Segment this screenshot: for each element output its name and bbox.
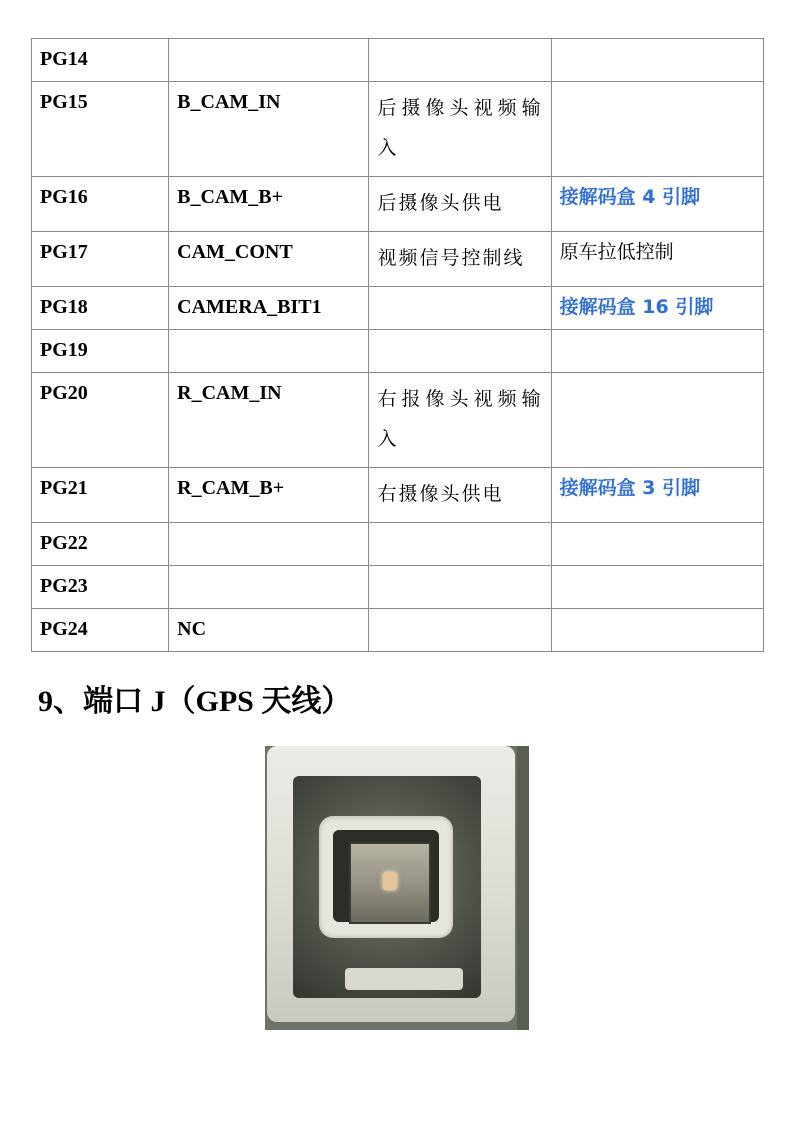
pin-cell: PG21: [32, 468, 169, 523]
description-cell: [369, 39, 551, 82]
note-cell: 接解码盒 16 引脚: [551, 287, 763, 330]
description-cell: [369, 609, 551, 652]
table-row: [32, 287, 764, 330]
description-cell: 后摄像头视频输入: [369, 82, 551, 177]
pin-cell: PG22: [32, 523, 169, 566]
signal-cell: B_CAM_IN: [169, 82, 369, 177]
signal-cell: [169, 523, 369, 566]
note-cell: [551, 330, 763, 373]
signal-cell: NC: [169, 609, 369, 652]
pin-table-body: [32, 39, 764, 652]
description-cell: [369, 523, 551, 566]
photo-background-edge: [517, 746, 529, 1030]
note-cell: 接解码盒 4 引脚: [551, 177, 763, 232]
description-cell: 右报像头视频输入: [369, 373, 551, 468]
table-row: [32, 373, 764, 468]
signal-cell: R_CAM_IN: [169, 373, 369, 468]
section-heading: 9、端口 J（GPS 天线）: [38, 685, 352, 718]
signal-cell: CAMERA_BIT1: [169, 287, 369, 330]
pin-cell: PG14: [32, 39, 169, 82]
description-cell: [369, 330, 551, 373]
signal-cell: CAM_CONT: [169, 232, 369, 287]
note-cell: [551, 39, 763, 82]
note-cell: [551, 566, 763, 609]
description-cell: [369, 287, 551, 330]
description-cell: [369, 566, 551, 609]
pin-cell: PG15: [32, 82, 169, 177]
note-cell: [551, 82, 763, 177]
pin-cell: PG19: [32, 330, 169, 373]
note-cell: [551, 523, 763, 566]
pin-cell: PG23: [32, 566, 169, 609]
signal-cell: B_CAM_B+: [169, 177, 369, 232]
table-row: [32, 330, 764, 373]
table-row: [32, 523, 764, 566]
pin-cell: PG24: [32, 609, 169, 652]
table-row: [32, 177, 764, 232]
signal-cell: [169, 566, 369, 609]
note-cell: 接解码盒 3 引脚: [551, 468, 763, 523]
table-row: [32, 609, 764, 652]
pin-cell: PG18: [32, 287, 169, 330]
signal-cell: [169, 330, 369, 373]
description-cell: 后摄像头供电: [369, 177, 551, 232]
table-row: [32, 39, 764, 82]
pin-cell: PG16: [32, 177, 169, 232]
table-row: [32, 566, 764, 609]
description-cell: 视频信号控制线: [369, 232, 551, 287]
pin-cell: PG17: [32, 232, 169, 287]
table-row: [32, 468, 764, 523]
connector-photo: [265, 746, 529, 1030]
note-cell: 原车拉低控制: [551, 232, 763, 287]
signal-cell: [169, 39, 369, 82]
table-row: [32, 82, 764, 177]
pin-table: [31, 38, 764, 652]
table-row: [32, 232, 764, 287]
connector-center-pin: [383, 872, 397, 890]
description-cell: 右摄像头供电: [369, 468, 551, 523]
signal-cell: R_CAM_B+: [169, 468, 369, 523]
note-cell: [551, 609, 763, 652]
connector-latch: [345, 968, 463, 990]
pin-cell: PG20: [32, 373, 169, 468]
note-cell: [551, 373, 763, 468]
